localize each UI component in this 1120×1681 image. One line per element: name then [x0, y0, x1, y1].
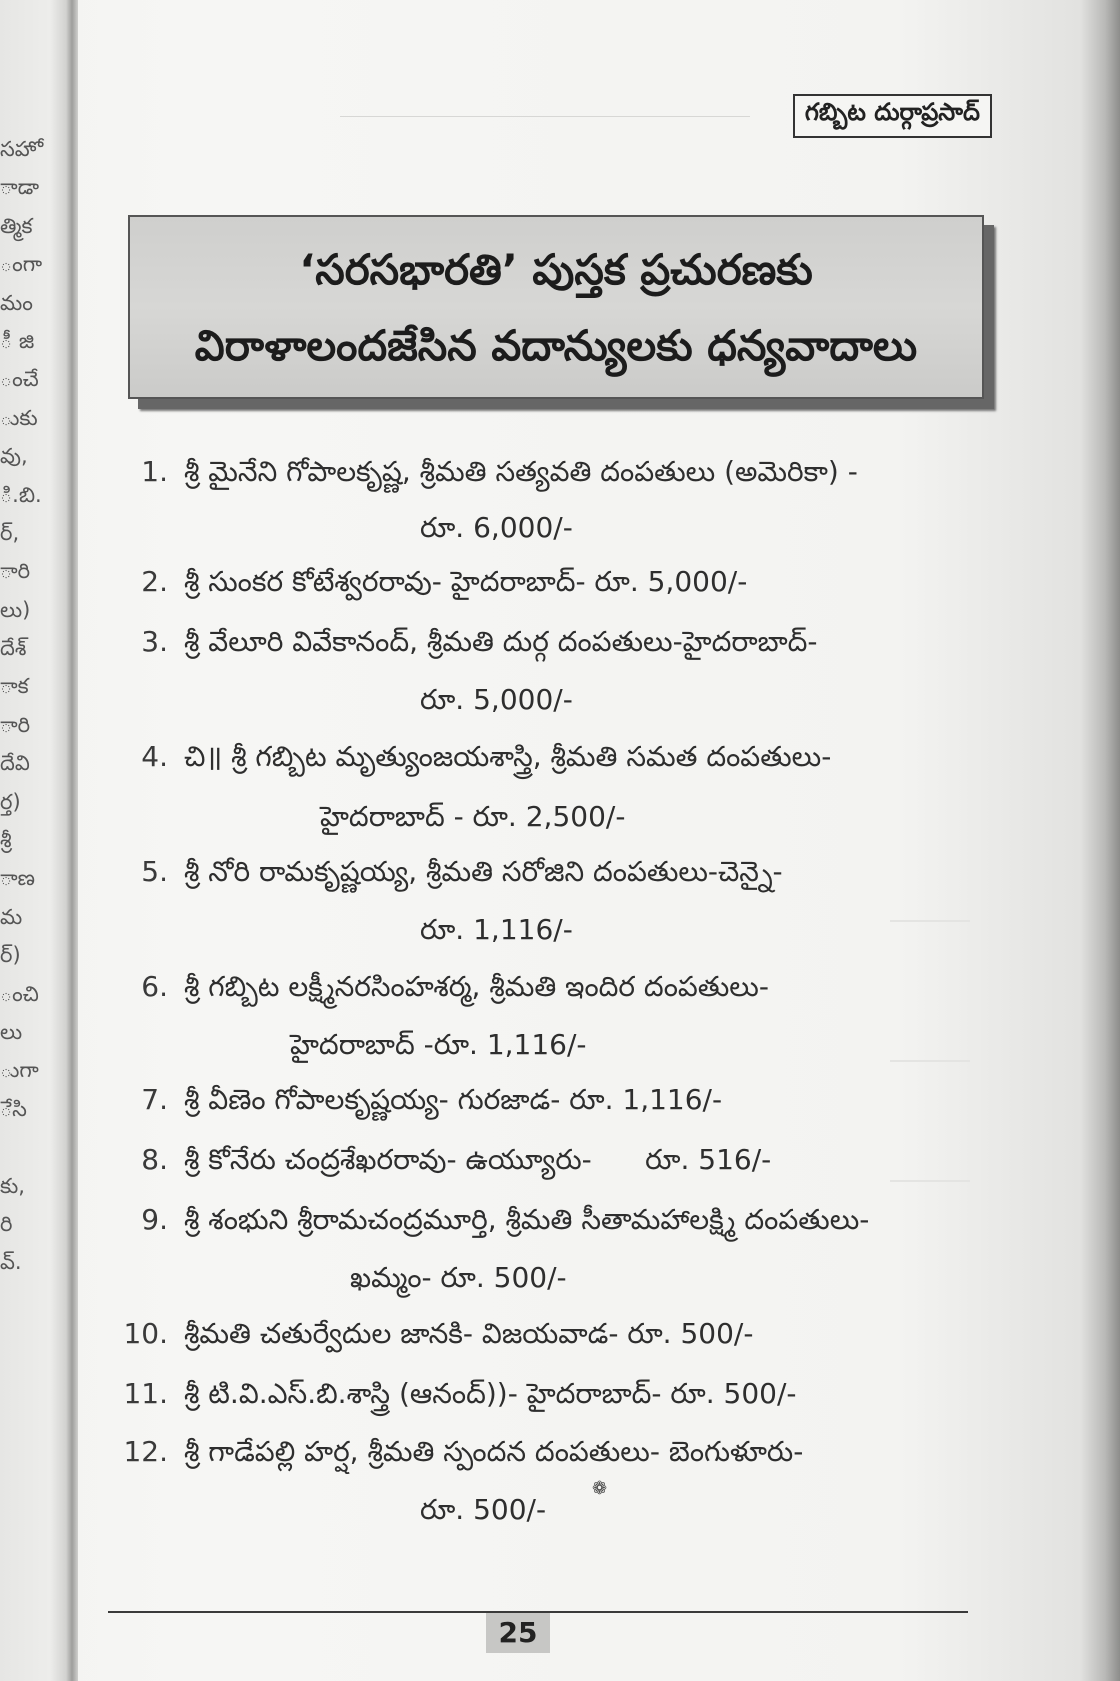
bleed-line: లు: [0, 1019, 23, 1044]
list-item: [120, 970, 1000, 1010]
item-text: శ్రీ వీణెం గోపాలకృష్ణయ్య- గురజాడ- రూ. 1,116/-: [184, 1083, 723, 1116]
bleed-line: ారి: [0, 712, 31, 737]
bleed-line: రి: [0, 1211, 13, 1236]
list-item: [120, 1377, 1000, 1417]
bleed-line: శ్రీ: [0, 828, 12, 853]
facing-page-bleed-text: [0, 130, 64, 1282]
page-number: 25: [486, 1613, 550, 1653]
bleed-line: లు): [0, 597, 31, 622]
item-amount: రూ. 6,000/-: [420, 511, 573, 544]
list-item: [120, 1203, 1000, 1243]
bleed-line: ుగా: [0, 1058, 39, 1083]
item-amount: ఖమ్మం- రూ. 500/-: [350, 1261, 567, 1294]
bleed-line: ంచి: [0, 981, 39, 1006]
item-number: 2.: [141, 565, 168, 598]
list-item: [120, 855, 1000, 895]
list-item: [120, 1143, 1000, 1183]
item-number: 11.: [123, 1377, 168, 1410]
bleed-line: వు,: [0, 444, 28, 469]
bleed-line: దేవి: [0, 751, 30, 776]
bleed-line: ర్): [0, 943, 21, 968]
item-number: 3.: [141, 625, 168, 658]
item-number: 1.: [141, 455, 168, 488]
item-text: శ్రీ కోనేరు చంద్రశేఖరరావు- ఉయ్యూరు- రూ. 516/-: [184, 1143, 772, 1176]
bleed-line: ంచే: [0, 367, 39, 392]
item-number: 4.: [141, 740, 168, 773]
item-number: 8.: [141, 1143, 168, 1176]
item-amount: హైదరాబాద్ - రూ. 2,500/-: [320, 800, 626, 833]
bleed-line: వ్.: [0, 1250, 22, 1275]
item-text: శ్రీ వేలూరి వివేకానంద్, శ్రీమతి దుర్గ దంపతులు-హైదరాబాద్-: [184, 625, 818, 658]
bleed-line: ాడా: [0, 175, 40, 200]
bleed-line: ాక: [0, 674, 29, 699]
item-text: శ్రీ మైనేని గోపాలకృష్ణ, శ్రీమతి సత్యవతి దంపతులు (అమెరికా) -: [184, 455, 858, 488]
running-header-author: గబ్బిట దుర్గాప్రసాద్: [793, 94, 992, 138]
show-through-ghost: [340, 90, 750, 117]
bleed-line: మం: [0, 290, 33, 315]
bleed-line: [0, 1128, 64, 1166]
item-number: 7.: [141, 1083, 168, 1116]
list-item: [120, 740, 1000, 780]
list-item: [120, 455, 1000, 495]
bleed-line: ర్త): [0, 789, 21, 814]
item-text: శ్రీ టి.వి.ఎస్.బి.శాస్త్రి (ఆనంద్))- హైదరాబాద్- రూ. 500/-: [184, 1377, 797, 1410]
banner-title-line-1: ‘సరసభారతి’ పుస్తక ప్రచురణకు: [299, 245, 813, 294]
show-through-ghost: [890, 1040, 970, 1062]
bleed-line: ారి: [0, 559, 31, 584]
list-item: [120, 1435, 1000, 1475]
bleed-line: కు,: [0, 1173, 25, 1198]
bleed-line: ంగా: [0, 252, 43, 277]
show-through-ghost: [890, 900, 970, 922]
bleed-line: త్మిక: [0, 213, 33, 238]
item-text: శ్రీ సుంకర కోటేశ్వరరావు- హైదరాబాద్- రూ. 5,000/-: [184, 565, 748, 598]
item-text: శ్రీ నోరి రామకృష్ణయ్య, శ్రీమతి సరోజిని దంపతులు-చెన్నై-: [184, 855, 783, 888]
item-text: చి॥ శ్రీ గబ్బిట మృత్యుంజయశాస్త్రి, శ్రీమతి సమత దంపతులు-: [184, 740, 832, 773]
bleed-line: ి.బి.: [0, 482, 42, 507]
item-amount: రూ. 1,116/-: [420, 913, 573, 946]
item-number: 9.: [141, 1203, 168, 1236]
flower-ornament: ❁: [592, 1478, 608, 1499]
bleed-line: మ: [0, 904, 23, 929]
list-item: [120, 625, 1000, 665]
item-amount: హైదరాబాద్ -రూ. 1,116/-: [290, 1028, 587, 1061]
item-number: 6.: [141, 970, 168, 1003]
item-number: 5.: [141, 855, 168, 888]
item-text: శ్రీ గబ్బిట లక్ష్మీనరసింహశర్మ, శ్రీమతి ఇందిర దంపతులు-: [184, 970, 769, 1003]
item-text: శ్రీ శంభుని శ్రీరామచంద్రమూర్తి, శ్రీమతి సీతామహాలక్ష్మి దంపతులు-: [184, 1203, 870, 1236]
item-number: 12.: [123, 1435, 168, 1468]
item-text: శ్రీ గాడేపల్లి హర్ష, శ్రీమతి స్పందన దంపతులు- బెంగుళూరు-: [184, 1435, 804, 1468]
bleed-line: ాణ: [0, 866, 35, 891]
item-amount: రూ. 5,000/-: [420, 683, 573, 716]
bleed-line: ుకు: [0, 405, 38, 430]
list-item: [120, 1317, 1000, 1357]
bleed-line: దేశ్: [0, 636, 27, 661]
bleed-line: సహో: [0, 137, 44, 161]
list-item: [120, 565, 1000, 605]
title-banner: [128, 215, 984, 399]
item-text: శ్రీమతి చతుర్వేదుల జానకి- విజయవాడ- రూ. 500/-: [184, 1317, 754, 1350]
bleed-line: ేసి: [0, 1096, 27, 1121]
bleed-line: ీ జి: [0, 328, 35, 353]
banner-title-line-2: విరాళాలందజేసిన వదాన్యులకు ధన్యవాదాలు: [194, 321, 918, 370]
item-amount: రూ. 500/-: [420, 1493, 547, 1526]
item-number: 10.: [123, 1317, 168, 1350]
list-item: [120, 1083, 1000, 1123]
bleed-line: ర్,: [0, 520, 20, 545]
